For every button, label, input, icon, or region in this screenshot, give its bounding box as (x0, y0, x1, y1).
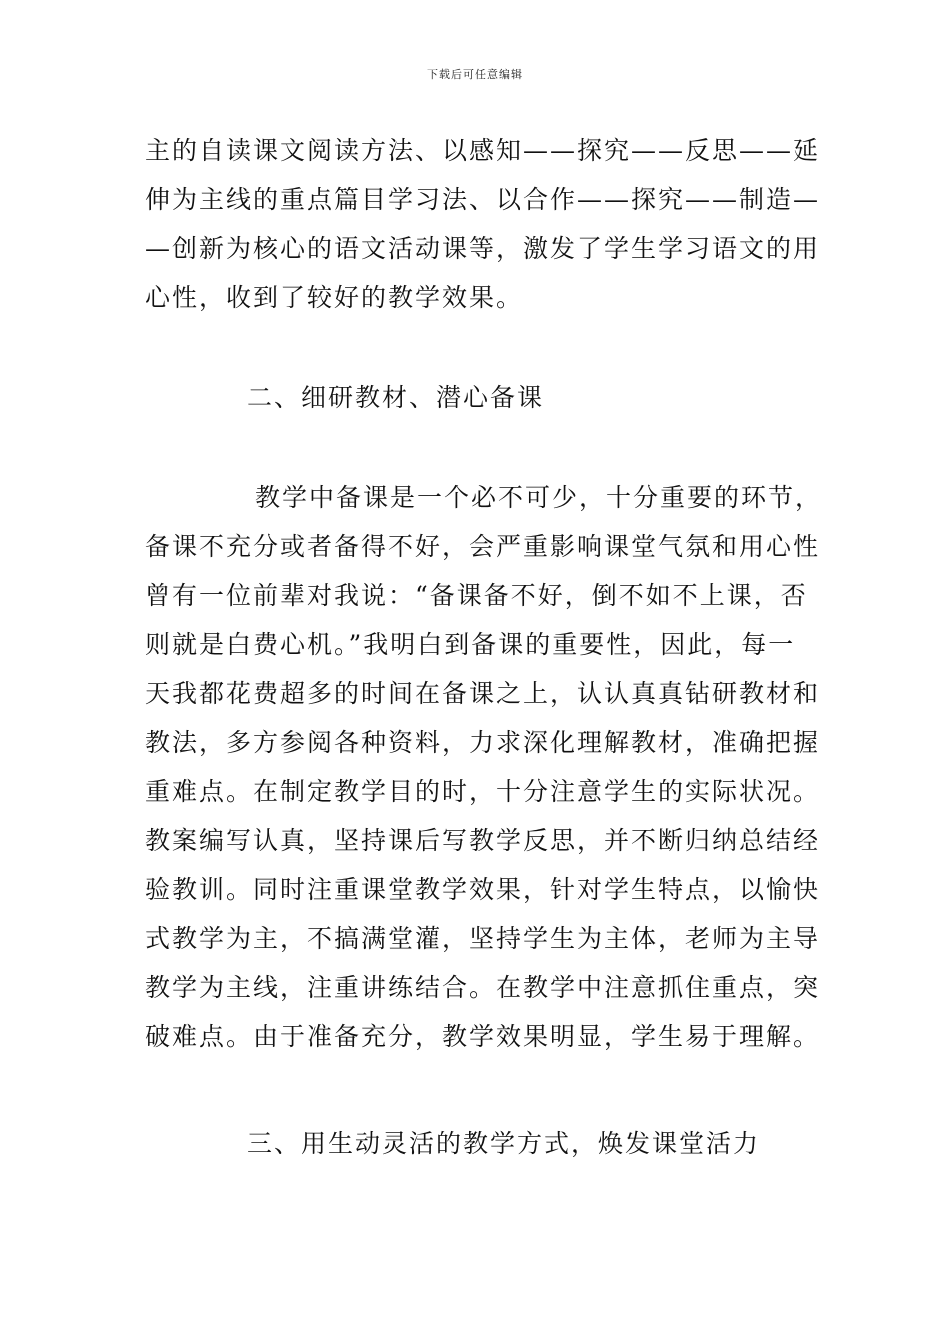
paragraph-1-line: 主的自读课文阅读方法、以感知——探究——反思——延 (145, 136, 821, 165)
section-3-heading: 三、用生动灵活的教学方式，焕发课堂活力 (247, 1129, 761, 1158)
paragraph-1-line: 心性，收到了较好的教学效果。 (145, 283, 524, 312)
paragraph-2-line: 破难点。由于准备充分，教学效果明显，学生易于理解。 (145, 1022, 821, 1051)
section-2-heading: 二、细研教材、潜心备课 (247, 383, 545, 412)
paragraph-2-line: 教法，多方参阅各种资料，力求深化理解教材，准确把握 (145, 728, 821, 757)
paragraph-2-line: 天我都花费超多的时间在备课之上，认认真真钻研教材和 (145, 679, 821, 708)
paragraph-2-line: 验教训。同时注重课堂教学效果，针对学生特点，以愉快 (145, 875, 821, 904)
header-note: 下载后可任意编辑 (427, 68, 523, 81)
paragraph-2-line: 重难点。在制定教学目的时，十分注意学生的实际状况。 (145, 777, 821, 806)
paragraph-2-line: 式教学为主，不搞满堂灌，坚持学生为主体，老师为主导 (145, 924, 821, 953)
paragraph-1-line: —创新为核心的语文活动课等，激发了学生学习语文的用 (145, 234, 821, 263)
paragraph-2-line: 教案编写认真，坚持课后写教学反思，并不断归纳总结经 (145, 826, 821, 855)
paragraph-1 (145, 126, 821, 322)
paragraph-1-line: 伸为主线的重点篇目学习法、以合作——探究——制造— (145, 185, 821, 214)
paragraph-2-line: 则就是白费心机。”我明白到备课的重要性，因此，每一 (145, 630, 796, 659)
paragraph-2-line: 教学为主线，注重讲练结合。在教学中注意抓住重点，突 (145, 973, 821, 1002)
paragraph-2-line: 教学中备课是一个必不可少，十分重要的环节， (255, 483, 823, 512)
paragraph-2-line: 备课不充分或者备得不好，会严重影响课堂气氛和用心性 (145, 532, 821, 561)
paragraph-2-line: 曾有一位前辈对我说：“备课备不好，倒不如不上课，否 (145, 581, 808, 610)
paragraph-2 (145, 473, 823, 1061)
